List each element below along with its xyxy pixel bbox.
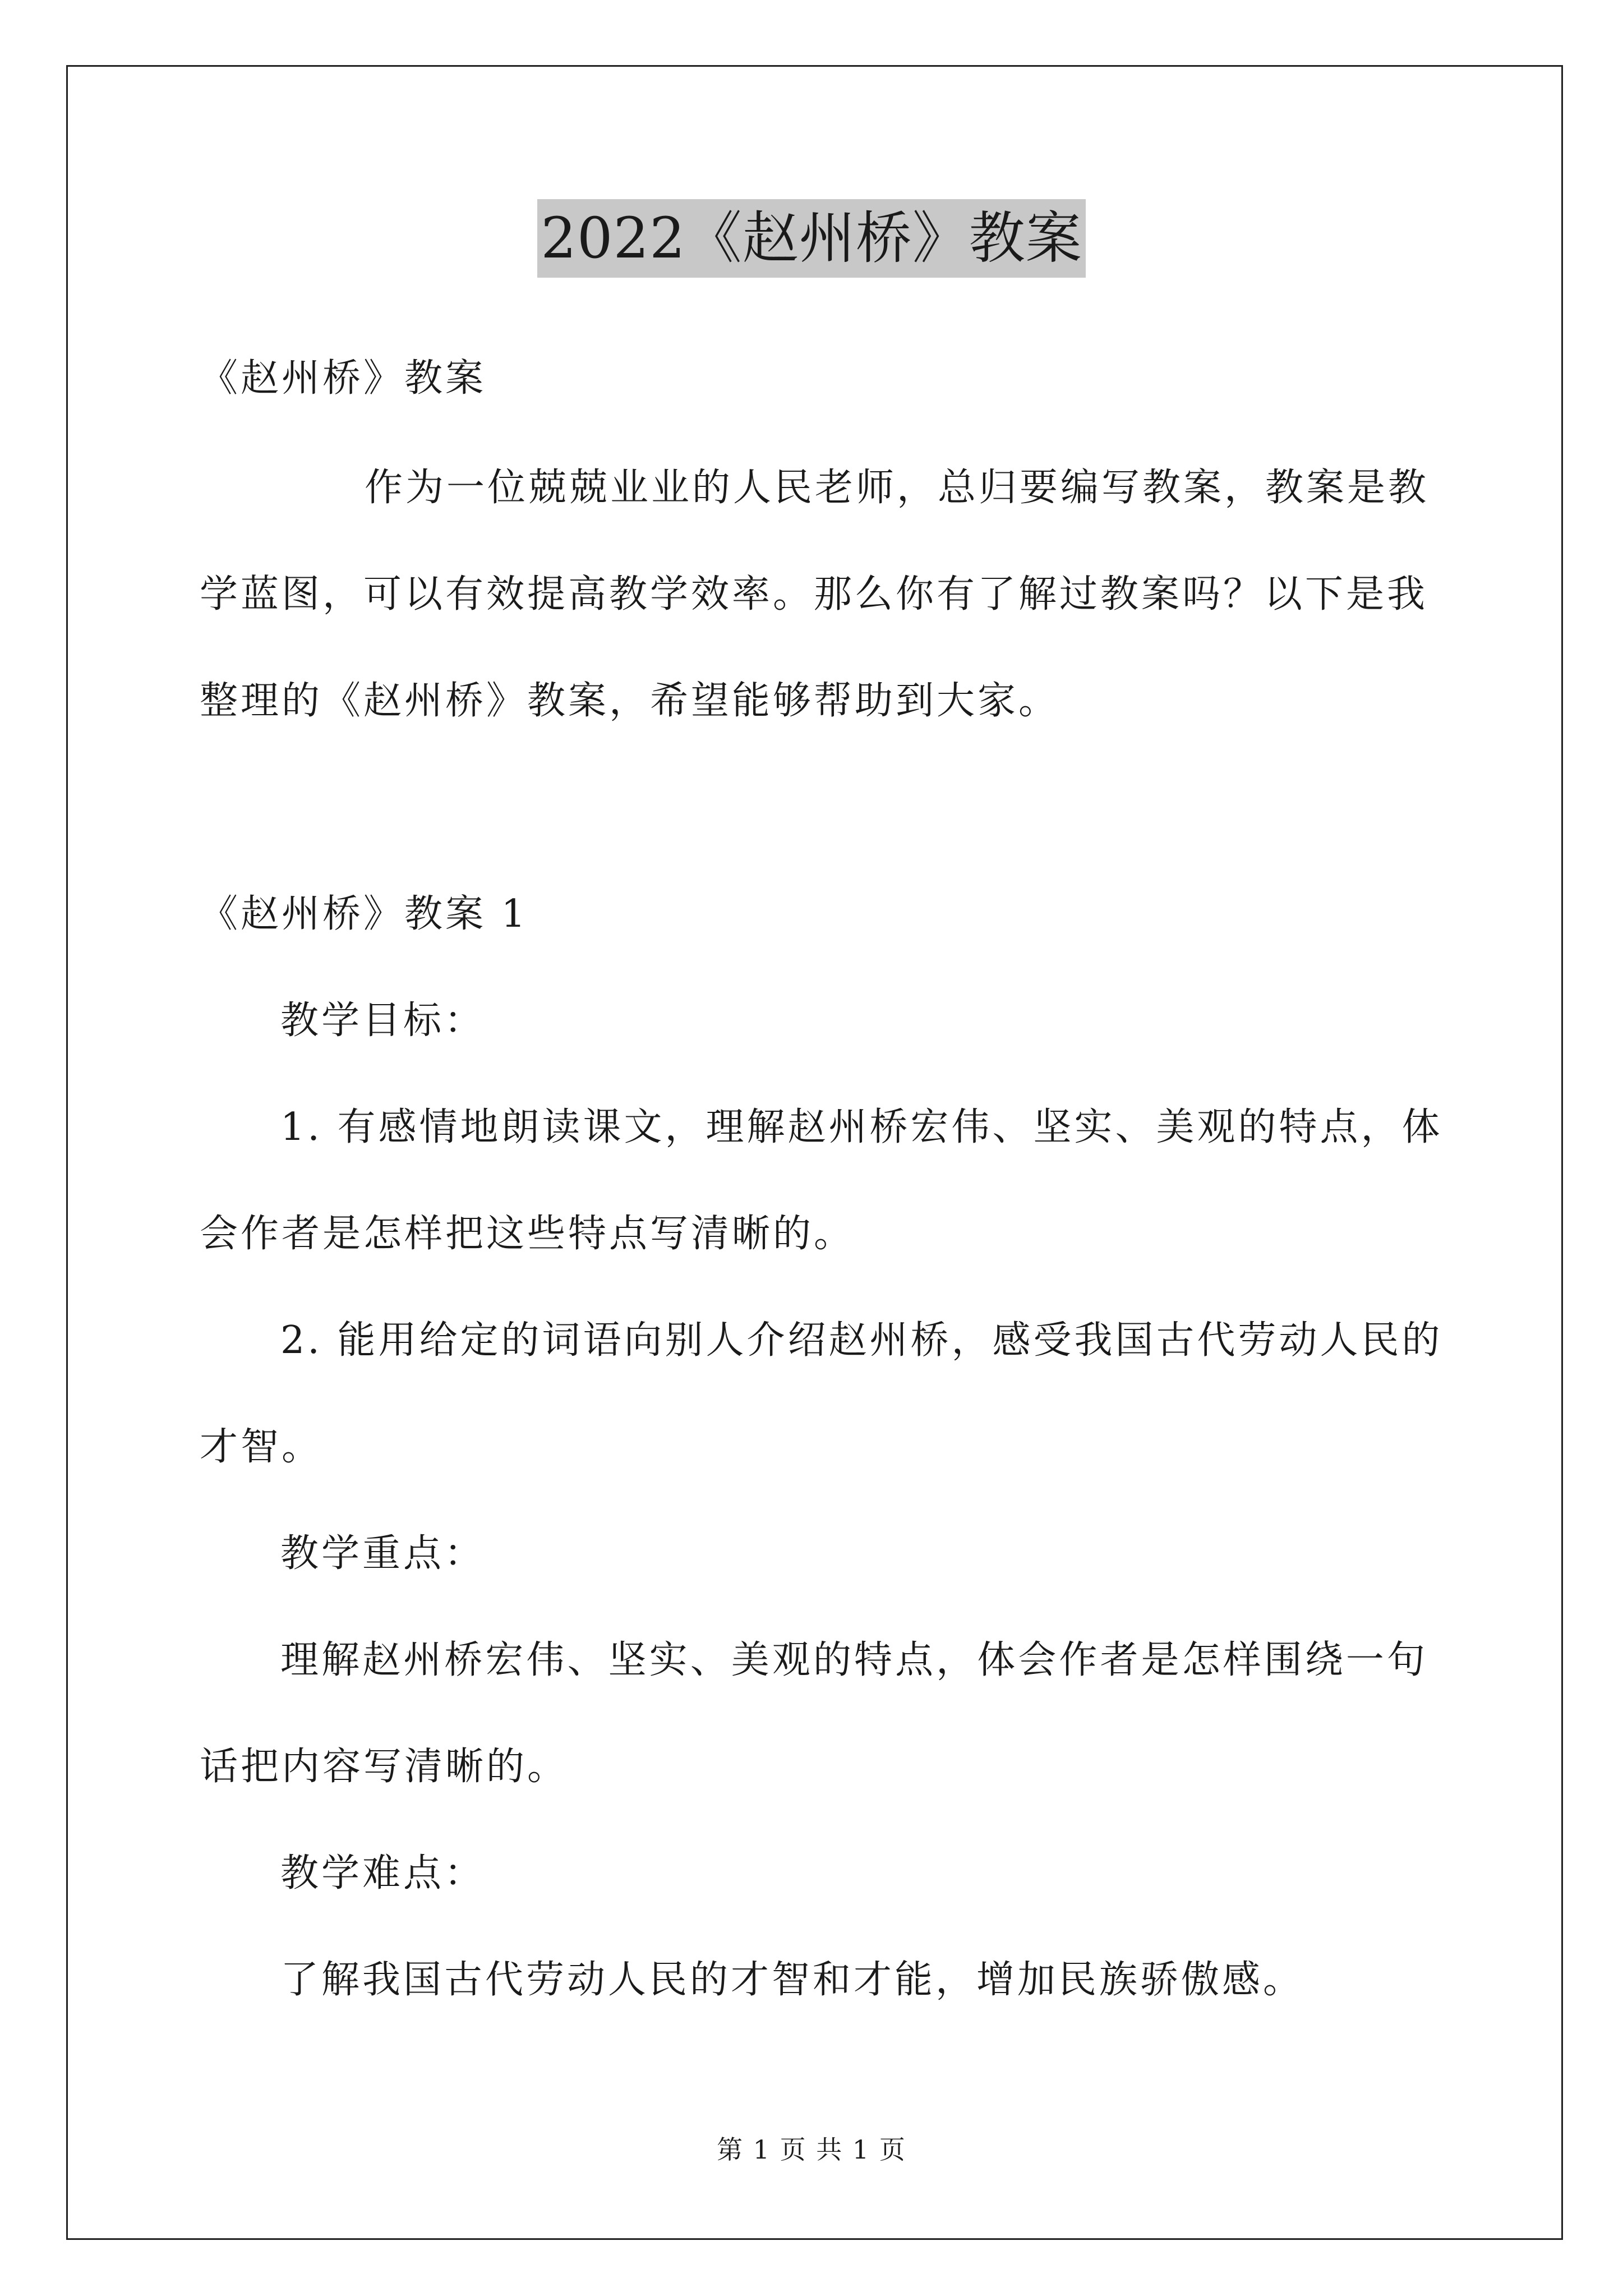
section-heading: 《赵州桥》教案 1 (200, 892, 528, 936)
title-container (0, 199, 1623, 278)
goal-2-line-2: 才智。 (200, 1425, 323, 1469)
key-line-1: 理解赵州桥宏伟、坚实、美观的特点，体会作者是怎样围绕一句 (280, 1638, 1428, 1682)
difficulty-line: 了解我国古代劳动人民的才智和才能，增加民族骄傲感。 (280, 1958, 1304, 2002)
intro-line-1: 作为一位兢兢业业的人民老师，总归要编写教案，教案是教 (365, 466, 1430, 510)
goal-1-line-1: 1. 有感情地朗读课文，理解赵州桥宏伟、坚实、美观的特点，体 (280, 1105, 1443, 1149)
document-subtitle: 《赵州桥》教案 (200, 356, 487, 401)
page-footer: 第 1 页 共 1 页 (717, 2134, 906, 2165)
intro-line-3: 整理的《赵州桥》教案，希望能够帮助到大家。 (200, 679, 1060, 723)
goal-1-line-2: 会作者是怎样把这些特点写清晰的。 (200, 1212, 855, 1256)
intro-line-2: 学蓝图，可以有效提高教学效率。那么你有了解过教案吗？以下是我 (200, 572, 1428, 616)
document-title: 2022《赵州桥》教案 (537, 199, 1086, 278)
key-line-2: 话把内容写清晰的。 (200, 1745, 569, 1789)
key-label: 教学重点： (280, 1531, 486, 1576)
goals-label: 教学目标： (280, 999, 486, 1043)
difficulty-label: 教学难点： (280, 1851, 486, 1895)
goal-2-line-1: 2. 能用给定的词语向别人介绍赵州桥，感受我国古代劳动人民的 (280, 1318, 1443, 1363)
